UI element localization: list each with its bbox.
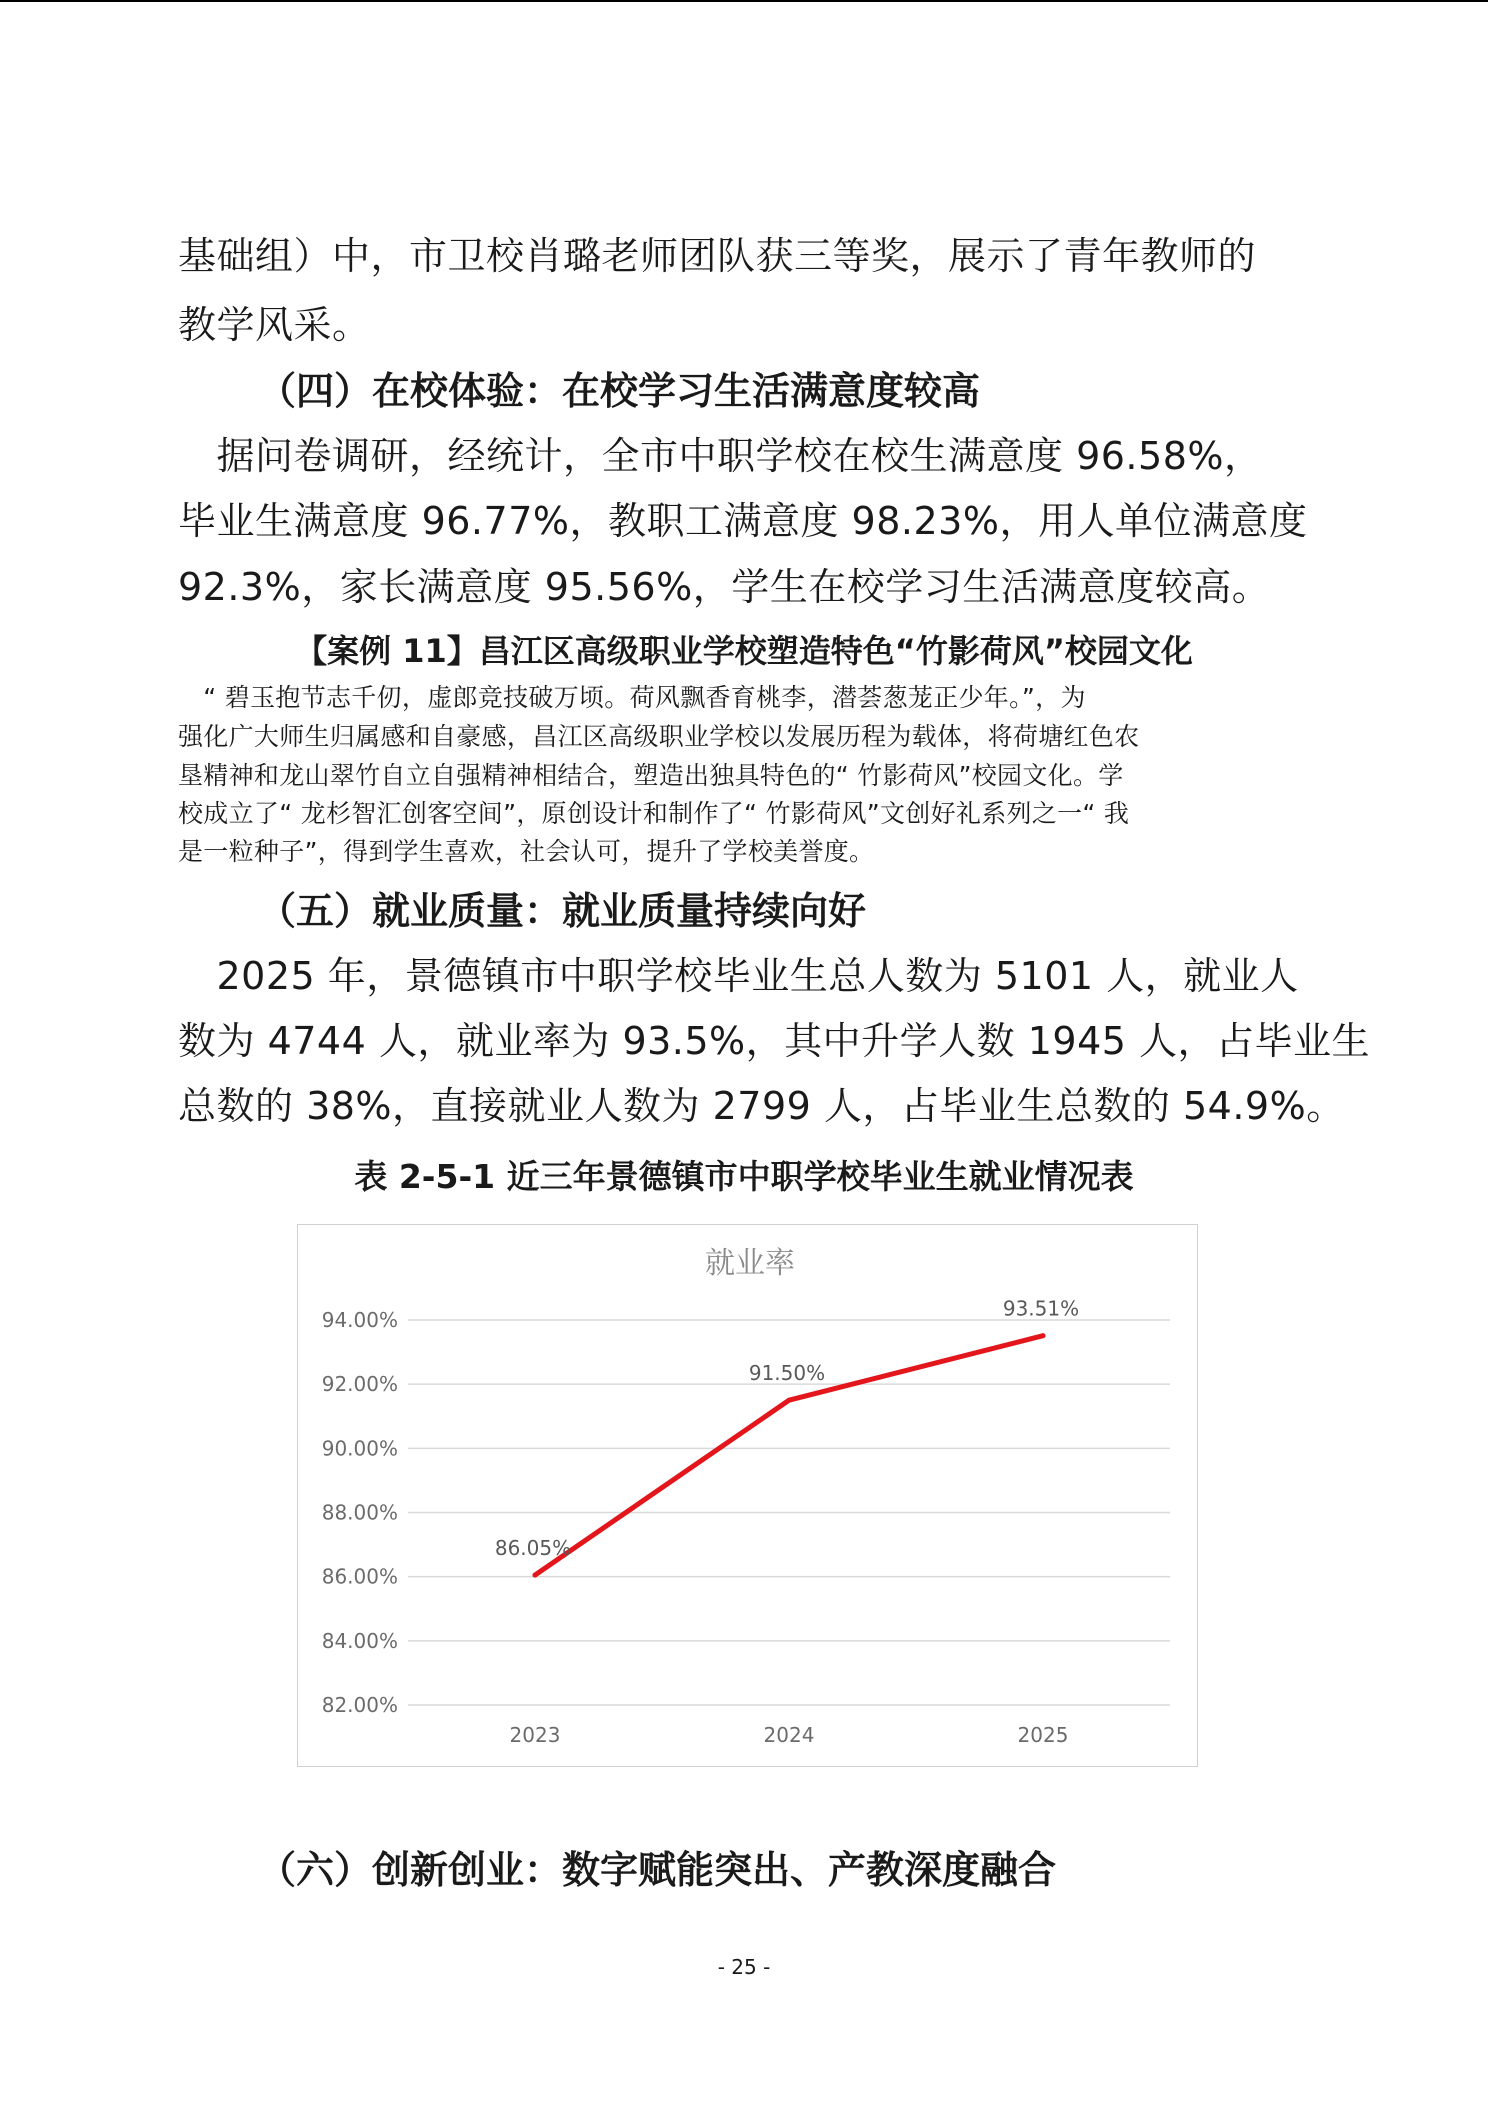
y-tick-label: 90.00% — [321, 1436, 398, 1461]
chart-y-ticks — [322, 1308, 398, 1717]
data-label: 86.05% — [494, 1536, 572, 1561]
intro-line-2: 教学风采。 — [178, 303, 371, 347]
section-5-line-1: 2025 年，景德镇市中职学校毕业生总人数为 5101 人，就业人 — [178, 954, 1299, 998]
y-tick-label: 82.00% — [321, 1693, 398, 1717]
case-11-title: 【案例 11】昌江区高级职业学校塑造特色“竹影荷风”校园文化 — [295, 632, 1193, 670]
y-tick-label: 88.00% — [321, 1500, 398, 1525]
case-11-line-3: 垦精神和龙山翠竹自立自强精神相结合，塑造出独具特色的“ 竹影荷风”校园文化。学 — [178, 761, 1124, 790]
data-point — [1041, 1333, 1046, 1338]
y-tick-label: 84.00% — [321, 1628, 398, 1653]
table-caption: 表 2-5-1 近三年景德镇市中职学校毕业生就业情况表 — [354, 1157, 1134, 1196]
y-tick-label: 86.00% — [321, 1564, 398, 1589]
intro-line-1: 基础组）中，市卫校肖璐老师团队获三等奖，展示了青年教师的 — [178, 234, 1257, 278]
case-11-line-5: 是一粒种子”，得到学生喜欢，社会认可，提升了学校美誉度。 — [178, 837, 875, 866]
x-tick-label: 2025 — [1017, 1723, 1069, 1747]
section-4-line-1: 据问卷调研，经统计，全市中职学校在校生满意度 96.58%， — [178, 434, 1263, 478]
x-tick-label: 2023 — [509, 1723, 561, 1747]
data-label: 93.51% — [1002, 1296, 1080, 1321]
y-tick-label: 92.00% — [321, 1372, 398, 1397]
data-point — [533, 1573, 538, 1578]
data-label: 91.50% — [748, 1361, 826, 1386]
section-5-line-3: 总数的 38%，直接就业人数为 2799 人，占毕业生总数的 54.9%。 — [178, 1084, 1345, 1128]
x-tick-label: 2024 — [763, 1723, 815, 1747]
section-5-line-2: 数为 4744 人，就业率为 93.5%，其中升学人数 1945 人，占毕业生 — [178, 1019, 1371, 1063]
section-4-heading: （四）在校体验：在校学习生活满意度较高 — [258, 369, 981, 413]
employment-rate-chart — [297, 1224, 1198, 1767]
chart-title: 就业率 — [705, 1246, 795, 1281]
data-point — [787, 1398, 792, 1403]
page-number: - 25 - — [717, 1955, 771, 1979]
case-11-line-4: 校成立了“ 龙杉智汇创客空间”，原创设计和制作了“ 竹影荷风”文创好礼系列之一“ 我 — [178, 799, 1130, 828]
section-4-line-2: 毕业生满意度 96.77%，教职工满意度 98.23%，用人单位满意度 — [178, 499, 1308, 543]
case-11-line-2: 强化广大师生归属感和自豪感，昌江区高级职业学校以发展历程为载体，将荷塘红色农 — [178, 722, 1140, 751]
chart-x-ticks — [510, 1723, 1069, 1747]
section-6-heading: （六）创新创业：数字赋能突出、产教深度融合 — [258, 1848, 1057, 1892]
page-top-border — [0, 0, 1488, 2]
case-11-line-1: “ 碧玉抱节志千仞，虚郎竞技破万顷。荷风飘香育桃李，潜荟葱茏正少年。”，为 — [178, 683, 1086, 712]
y-tick-label: 94.00% — [321, 1308, 398, 1332]
chart-svg — [298, 1225, 1196, 1765]
section-5-heading: （五）就业质量：就业质量持续向好 — [258, 889, 867, 933]
section-4-line-3: 92.3%，家长满意度 95.56%，学生在校学习生活满意度较高。 — [178, 565, 1271, 609]
chart-data-labels — [495, 1297, 1079, 1560]
